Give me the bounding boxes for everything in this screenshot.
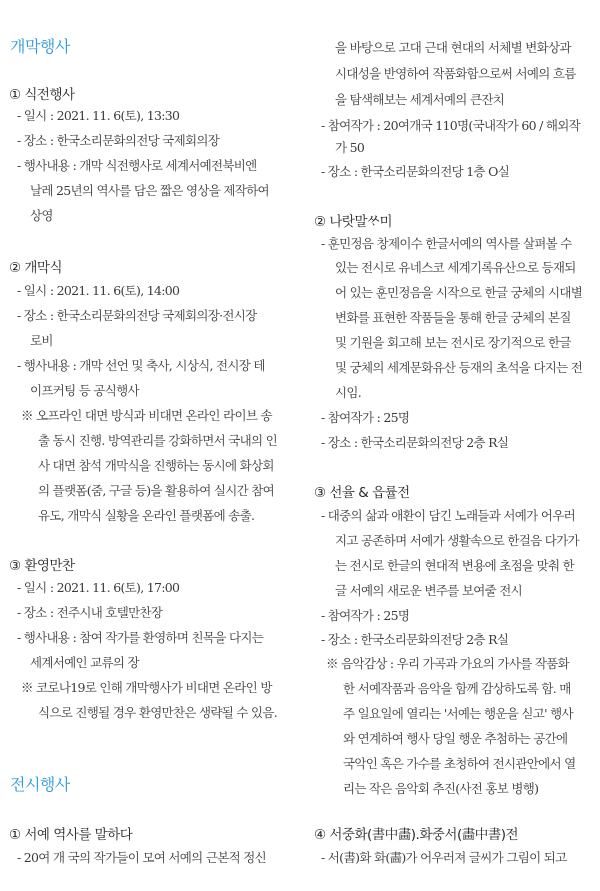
text-line: 및 기원을 회고해 보는 전시로 장기적으로 한글 [335,335,571,350]
text-line: - 참여작가 : 20여개국 110명(국내작가 60 / 해외작 [321,118,581,133]
text-line: 을 바탕으로 고대 근대 현대의 서체별 변화상과 [335,40,571,55]
section-title-exhibition: 전시행사 [10,775,70,794]
note-line: 출 동시 진행. 방역관리를 강화하면서 국내의 인 [38,433,278,448]
text-line: - 행사내용 : 참여 작가를 환영하며 친목을 다지는 [17,630,264,645]
text-line: - 장소 : 한국소리문화의전당 2층 R실 [321,435,509,450]
text-line: 로비 [30,333,53,348]
subsection-title-opening-ceremony: ② 개막식 [9,260,63,276]
text-line: - 참여작가 : 25명 [321,608,410,623]
note-line: ※ 오프라인 대면 방식과 비대면 온라인 라이브 송 [21,408,272,423]
text-line: - 서(書)화 화(畵)가 어우러져 글씨가 그림이 되고 [321,850,567,865]
note-line: 한 서예작품과 음악을 함께 감상하도록 함. 매 [343,681,571,696]
subsection-title-melody: ③ 선율 & 읍률전 [314,485,410,501]
text-line: - 대중의 삶과 애환이 담긴 노래들과 서예가 어우러 [321,508,575,523]
text-line: 글 서예의 새로운 변주를 보여줄 전시 [335,583,522,598]
subsection-title-seojunghwa: ④ 서중화(書中畵).화중서(畵中書)전 [314,827,519,843]
text-line: - 장소 : 한국소리문화의전당 1층 O실 [321,164,510,179]
text-line: - 장소 : 한국소리문화의전당 국제회의장·전시장 [17,308,257,323]
text-line: 시임. [335,385,362,400]
subsection-title-naratmalssami: ② 나랏말ᄊᆞ미 [314,214,393,230]
text-line: - 일시 : 2021. 11. 6(토), 14:00 [17,283,180,298]
text-line: 지고 공존하며 서예가 생활속으로 한걸음 다가가 [335,533,579,548]
subsection-title-welcome-dinner: ③ 환영만찬 [9,558,75,574]
subsection-title-calligraphy-history: ① 서예 역사를 말하다 [9,827,133,843]
text-line: 이프커팅 등 공식행사 [30,383,139,398]
note-line: 식으로 진행될 경우 환영만찬은 생략될 수 있음. [38,705,278,720]
text-line: 세계서예인 교류의 장 [30,655,139,670]
text-line: 는 전시로 한글의 현대적 변용에 초점을 맞춰 한 [335,558,575,573]
subsection-title-pre-ceremony: ① 식전행사 [9,87,75,103]
text-line: - 훈민정음 창제이수 한글서예의 역사를 살펴볼 수 [321,236,572,251]
text-line: - 장소 : 한국소리문화의전당 2층 R실 [321,632,509,647]
section-title-opening: 개막행사 [10,37,70,56]
text-line: 및 궁체의 세계문화유산 등재의 초석을 다지는 전 [335,360,583,375]
text-line: - 장소 : 한국소리문화의전당 국제회의장 [17,133,220,148]
note-line: 사 대면 참석 개막식을 진행하는 동시에 화상회 [38,458,274,473]
text-line: 변화를 표현한 작품들을 통해 한글 궁체의 본질 [335,310,571,325]
note-line: 의 플랫폼(줌, 구글 등)을 활용하여 실시간 참여 [38,483,275,498]
note-line: 와 연계하여 행사 당일 행운 추첨하는 공간에 [343,731,568,746]
note-line: 유도, 개막식 실황을 온라인 플랫폼에 송출. [38,508,255,523]
text-line: 상영 [30,208,53,223]
note-line: 주 일요일에 열리는 '서예는 행운을 싣고' 행사 [343,706,573,721]
note-line: 리는 작은 음악회 추진(사전 홍보 병행) [343,781,539,796]
text-line: 날레 25년의 역사를 담은 짧은 영상을 제작하여 [30,183,269,198]
text-line: 을 탐색해보는 세계서예의 큰잔치 [335,92,505,107]
text-line: 가 50 [335,140,365,155]
note-line: 국악인 혹은 가수를 초청하여 전시관안에서 열 [343,756,576,771]
text-line: - 참여작가 : 25명 [321,410,410,425]
text-line: - 일시 : 2021. 11. 6(토), 17:00 [17,580,180,595]
note-line: ※ 코로나19로 인해 개막행사가 비대면 온라인 방 [21,680,272,695]
text-line: - 20여 개 국의 작가들이 모여 서예의 근본적 정신 [17,850,266,865]
text-line: 있는 전시로 유네스코 세계기록유산으로 등재되 [335,260,576,275]
text-line: - 장소 : 전주시내 호텔만찬장 [17,605,163,620]
note-line: ※ 음악감상 : 우리 가곡과 가요의 가사를 작품화 [326,656,569,671]
text-line: 어 있는 훈민정음을 시작으로 한글 궁체의 시대별 [335,285,583,300]
text-line: 시대성을 반영하여 작품화함으로써 서예의 흐름 [335,66,576,81]
text-line: - 행사내용 : 개막 식전행사로 세계서예전북비엔 [17,158,257,173]
text-line: - 행사내용 : 개막 선언 및 축사, 시상식, 전시장 테 [17,358,265,373]
text-line: - 일시 : 2021. 11. 6(토), 13:30 [17,108,180,123]
